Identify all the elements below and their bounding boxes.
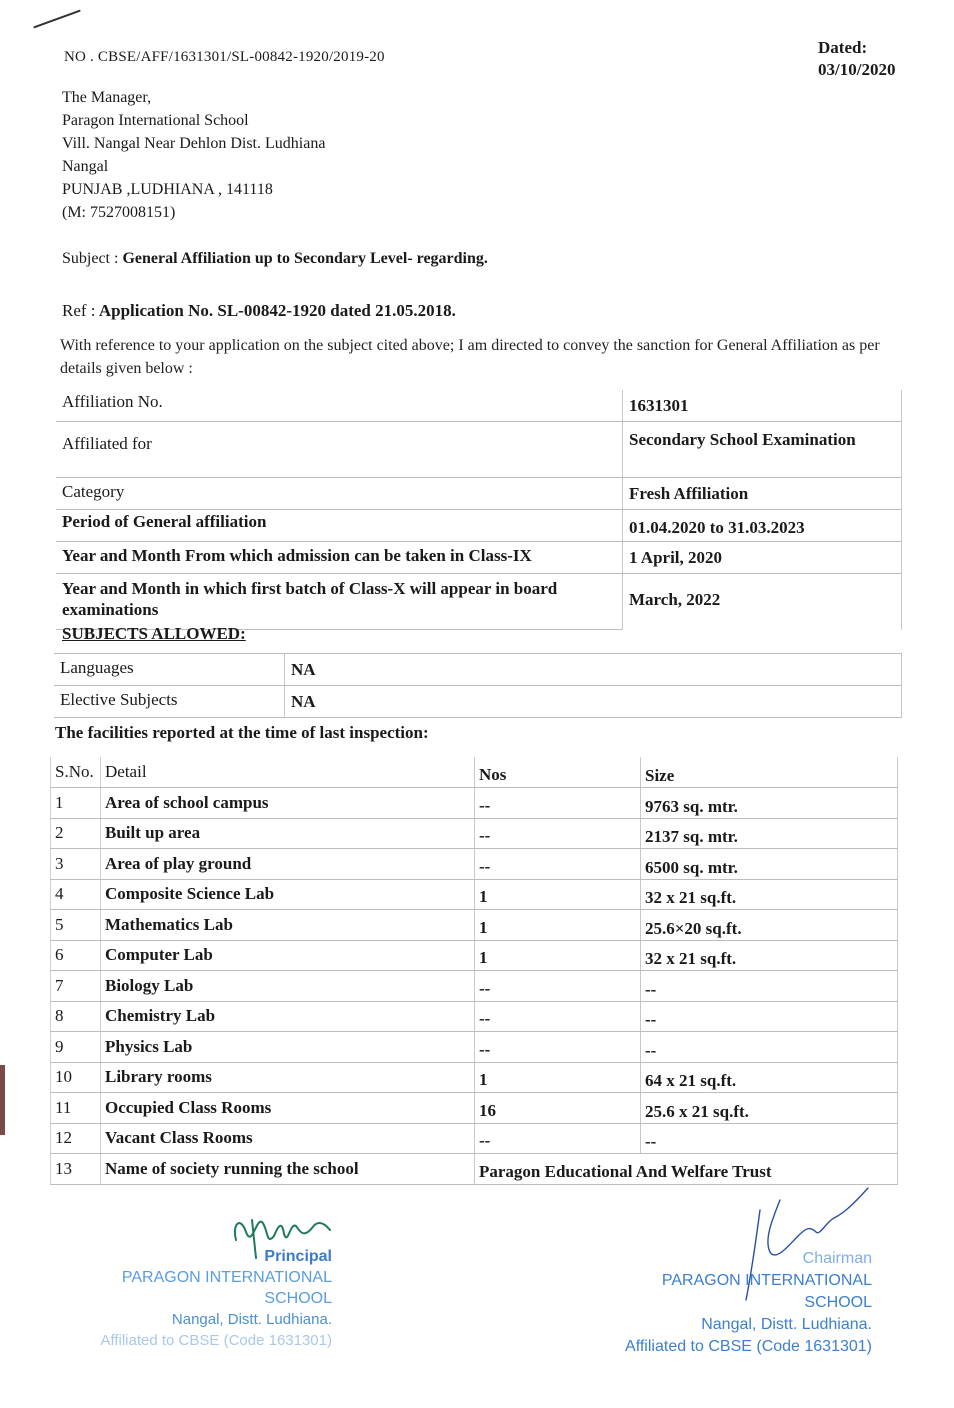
facility-nos: -- (475, 818, 641, 849)
facility-sno: 6 (51, 940, 101, 971)
subject-text: General Affiliation up to Secondary Level- regarding. (122, 250, 488, 267)
affiliation-value: 1 April, 2020 (622, 542, 902, 574)
facility-row (51, 788, 898, 819)
facility-row (51, 818, 898, 849)
facility-detail: Chemistry Lab (101, 1001, 475, 1032)
subjects-row (54, 654, 902, 686)
chairman-stamp-school: PARAGON INTERNATIONAL SCHOOL (661, 1272, 872, 1311)
chairman-stamp (600, 1248, 872, 1358)
facility-detail: Mathematics Lab (101, 910, 475, 941)
society-name: Paragon Educational And Welfare Trust (475, 1154, 898, 1185)
pen-mark (33, 10, 81, 29)
facility-nos: 1 (475, 940, 641, 971)
affiliation-label: Year and Month in which first batch of Class-X will appear in board examinations (56, 574, 622, 630)
facility-detail: Library rooms (101, 1062, 475, 1093)
facility-row (51, 1093, 898, 1124)
facility-detail: Area of school campus (101, 788, 475, 819)
affiliation-row (56, 574, 902, 630)
dated-value: 03/10/2020 (818, 60, 896, 79)
facility-row (51, 1032, 898, 1063)
subjects-allowed-title: SUBJECTS ALLOWED: (62, 624, 246, 643)
header-sno: S.No. (51, 757, 101, 788)
principal-stamp (70, 1246, 332, 1349)
facility-sno: 3 (51, 849, 101, 880)
address-line: Paragon International School (62, 112, 249, 129)
affiliation-value: 01.04.2020 to 31.03.2023 (622, 510, 902, 542)
facility-size: 2137 sq. mtr. (641, 818, 898, 849)
facility-sno: 7 (51, 971, 101, 1002)
reference-number: NO . CBSE/AFF/1631301/SL-00842-1920/2019-20 (64, 49, 385, 65)
facility-detail: Composite Science Lab (101, 879, 475, 910)
facility-size: 32 x 21 sq.ft. (641, 879, 898, 910)
subject-label: Languages (60, 658, 134, 677)
facility-size: -- (641, 1001, 898, 1032)
facility-detail: Area of play ground (101, 849, 475, 880)
affiliation-row (56, 542, 902, 574)
date-block (818, 37, 895, 81)
facility-size: -- (641, 971, 898, 1002)
chairman-stamp-affiliation: Affiliated to CBSE (Code 1631301) (625, 1338, 872, 1355)
facility-sno: 8 (51, 1001, 101, 1032)
facility-size: -- (641, 1123, 898, 1154)
society-sno: 13 (51, 1154, 101, 1185)
facility-sno: 10 (51, 1062, 101, 1093)
facility-sno: 12 (51, 1123, 101, 1154)
affiliation-value: Fresh Affiliation (622, 478, 902, 510)
facility-row (51, 1001, 898, 1032)
facility-row (51, 940, 898, 971)
subject-value: NA (284, 654, 901, 685)
affiliation-table (56, 390, 902, 630)
affiliation-label: Affiliated for (56, 422, 622, 478)
facility-sno: 4 (51, 879, 101, 910)
facility-nos: 16 (475, 1093, 641, 1124)
facility-row (51, 1062, 898, 1093)
society-row (51, 1154, 898, 1185)
affiliation-row (56, 478, 902, 510)
facility-nos: -- (475, 1032, 641, 1063)
facility-row (51, 910, 898, 941)
facility-sno: 11 (51, 1093, 101, 1124)
society-label: Name of society running the school (101, 1154, 475, 1185)
header-nos: Nos (475, 757, 641, 788)
facility-size: 9763 sq. mtr. (641, 788, 898, 819)
facility-size: 6500 sq. mtr. (641, 849, 898, 880)
address-line: Nangal (62, 158, 109, 175)
facilities-header-row (51, 757, 898, 788)
facility-detail: Occupied Class Rooms (101, 1093, 475, 1124)
affiliation-value: Secondary School Examination (622, 422, 902, 478)
chairman-stamp-place: Nangal, Distt. Ludhiana. (701, 1316, 872, 1333)
facility-size: 32 x 21 sq.ft. (641, 940, 898, 971)
facility-sno: 5 (51, 910, 101, 941)
affiliation-label: Category (56, 478, 622, 510)
ref-line (62, 301, 456, 321)
ref-label: Ref : (62, 301, 96, 320)
affiliation-row (56, 390, 902, 422)
facility-size: 64 x 21 sq.ft. (641, 1062, 898, 1093)
address-line: (M: 7527008151) (62, 204, 176, 221)
facilities-table (50, 757, 898, 1185)
affiliation-label: Year and Month From which admission can be taken in Class-IX (56, 542, 622, 574)
subject-label: Subject : (62, 250, 119, 267)
facility-nos: 1 (475, 1062, 641, 1093)
subject-line (62, 250, 488, 268)
facility-detail: Biology Lab (101, 971, 475, 1002)
intro-paragraph: With reference to your application on the subject cited above; I am directed to convey the sanction for General Affiliation as per details given below : (60, 337, 880, 377)
address-line: PUNJAB ,LUDHIANA , 141118 (62, 181, 273, 198)
subject-label: Elective Subjects (60, 690, 178, 709)
recipient-address (62, 86, 325, 224)
facility-size: -- (641, 1032, 898, 1063)
facility-nos: 1 (475, 879, 641, 910)
address-line: Vill. Nangal Near Dehlon Dist. Ludhiana (62, 135, 326, 152)
facility-row (51, 1123, 898, 1154)
affiliation-value: 1631301 (622, 390, 902, 422)
affiliation-label: Affiliation No. (56, 390, 622, 422)
ref-text: Application No. SL-00842-1920 dated 21.05.2018. (98, 301, 456, 320)
facility-nos: -- (475, 1001, 641, 1032)
facility-size: 25.6 x 21 sq.ft. (641, 1093, 898, 1124)
scan-edge-mark (0, 1065, 5, 1135)
facility-nos: -- (475, 971, 641, 1002)
header-size: Size (641, 757, 898, 788)
facility-sno: 1 (51, 788, 101, 819)
subject-value: NA (284, 686, 901, 717)
facility-sno: 9 (51, 1032, 101, 1063)
facility-row (51, 971, 898, 1002)
chairman-stamp-title: Chairman (802, 1250, 872, 1267)
subjects-table (54, 653, 902, 718)
facility-nos: -- (475, 849, 641, 880)
dated-label: Dated: (818, 38, 868, 57)
header-detail: Detail (101, 757, 475, 788)
principal-stamp-place: Nangal, Distt. Ludhiana. (171, 1311, 332, 1328)
facility-detail: Physics Lab (101, 1032, 475, 1063)
principal-stamp-school: PARAGON INTERNATIONAL SCHOOL (121, 1269, 332, 1307)
principal-stamp-title: Principal (264, 1248, 332, 1265)
affiliation-row (56, 422, 902, 478)
facility-nos: 1 (475, 910, 641, 941)
facility-sno: 2 (51, 818, 101, 849)
affiliation-row (56, 510, 902, 542)
principal-stamp-affiliation: Affiliated to CBSE (Code 1631301) (100, 1332, 332, 1349)
affiliation-value: March, 2022 (622, 574, 902, 630)
facility-size: 25.6×20 sq.ft. (641, 910, 898, 941)
facility-detail: Vacant Class Rooms (101, 1123, 475, 1154)
address-line: The Manager, (62, 89, 152, 106)
facility-nos: -- (475, 788, 641, 819)
subjects-row (54, 686, 902, 718)
affiliation-label: Period of General affiliation (56, 510, 622, 542)
facility-row (51, 849, 898, 880)
facility-row (51, 879, 898, 910)
facility-detail: Computer Lab (101, 940, 475, 971)
facility-detail: Built up area (101, 818, 475, 849)
facilities-title: The facilities reported at the time of last inspection: (55, 723, 429, 742)
facility-nos: -- (475, 1123, 641, 1154)
